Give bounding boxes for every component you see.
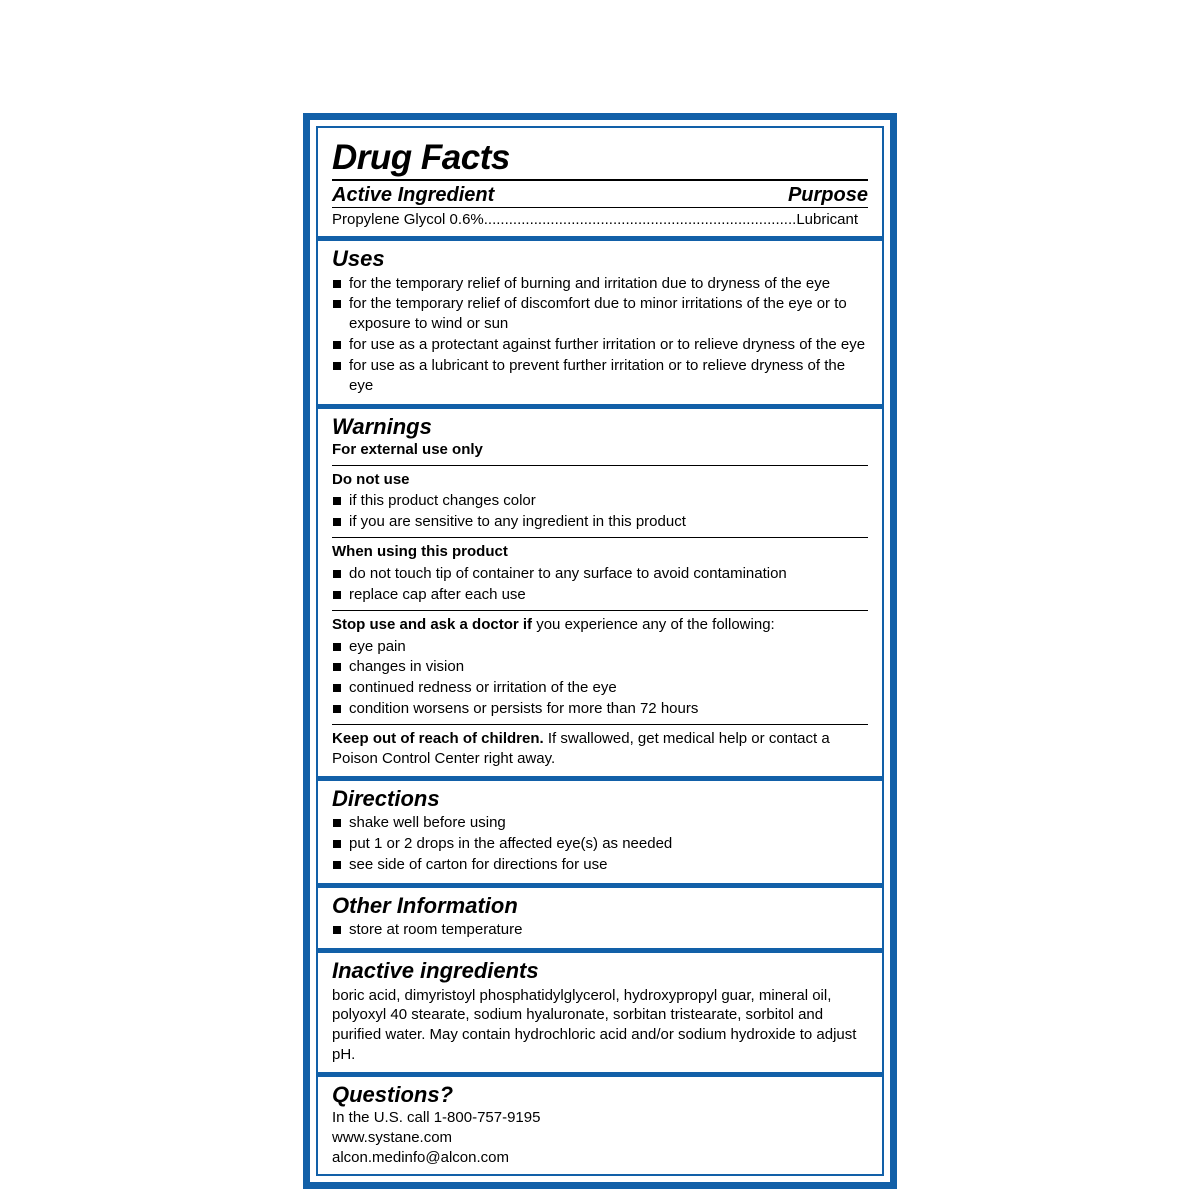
section-uses — [318, 241, 882, 409]
list-item: for use as a lubricant to prevent further irritation or to relieve dryness of the eye — [332, 356, 868, 396]
warnings-divider-3 — [332, 610, 868, 611]
drug-facts-inner-border — [316, 126, 884, 1176]
list-item: replace cap after each use — [332, 585, 868, 605]
stop-use-heading: Stop use and ask a doctor if — [332, 615, 533, 633]
directions-list — [332, 813, 868, 875]
active-ingredient-row — [332, 208, 868, 230]
active-ingredient-name: Propylene Glycol 0.6% — [332, 210, 484, 228]
directions-heading: Directions — [332, 785, 440, 811]
list-item: if this product changes color — [332, 491, 868, 511]
other-information-list — [332, 920, 868, 940]
when-using-heading: When using this product — [332, 543, 508, 561]
active-ingredient-heading: Active Ingredient — [332, 183, 495, 206]
list-item: do not touch tip of container to any surface to avoid contamination — [332, 564, 868, 584]
list-item: for the temporary relief of discomfort due to minor irritations of the eye or to exposure to wind or sun — [332, 294, 868, 334]
keep-out-of-reach-row — [332, 729, 868, 769]
other-information-heading: Other Information — [332, 892, 518, 918]
list-item: continued redness or irritation of the eye — [332, 678, 868, 698]
purpose-heading: Purpose — [787, 183, 868, 206]
stop-use-heading-rest: you experience any of the following: — [532, 615, 775, 633]
warnings-divider-2 — [332, 537, 868, 538]
questions-website: www.systane.com — [332, 1128, 453, 1146]
inactive-ingredients-text: boric acid, dimyristoyl phosphatidylglycerol, hydroxypropyl guar, mineral oil, polyoxyl 40 stearate, sodium hyaluronate, sorbitan tristearate, sorbitol and purified water. May contain hydrochloric acid and/or sodium hydroxide to adjust pH. — [332, 986, 857, 1063]
section-warnings — [318, 409, 882, 781]
do-not-use-heading: Do not use — [332, 470, 410, 488]
questions-heading: Questions? — [332, 1081, 454, 1107]
section-active-ingredient — [318, 128, 882, 241]
do-not-use-list — [332, 491, 868, 532]
stop-use-list — [332, 637, 868, 720]
section-directions — [318, 781, 882, 888]
list-item: eye pain — [332, 637, 868, 657]
questions-phone: In the U.S. call 1-800-757-9195 — [332, 1108, 541, 1126]
warnings-external-use: For external use only — [332, 441, 483, 459]
list-item: see side of carton for directions for use — [332, 855, 868, 875]
keep-out-of-reach-text: If swallowed, get medical help or contact a Poison Control Center right away. — [332, 730, 830, 768]
uses-heading: Uses — [332, 246, 385, 272]
list-item: store at room temperature — [332, 920, 868, 940]
list-item: shake well before using — [332, 813, 868, 833]
page-title: Drug Facts — [332, 133, 868, 181]
stop-use-heading-row — [332, 615, 868, 635]
list-item: put 1 or 2 drops in the affected eye(s) as needed — [332, 834, 868, 854]
active-ingredient-purpose: Lubricant — [796, 210, 859, 228]
when-using-list — [332, 564, 868, 605]
list-item: if you are sensitive to any ingredient in this product — [332, 512, 868, 532]
list-item: changes in vision — [332, 657, 868, 677]
active-ingredient-dots: ........................................................................... — [483, 210, 797, 228]
drug-facts-panel — [303, 113, 897, 1189]
inactive-ingredients-heading: Inactive ingredients — [332, 958, 539, 984]
list-item: condition worsens or persists for more than 72 hours — [332, 699, 868, 719]
warnings-divider-4 — [332, 724, 868, 725]
active-ingredient-headings — [332, 181, 868, 207]
list-item: for use as a protectant against further irritation or to relieve dryness of the eye — [332, 335, 868, 355]
list-item: for the temporary relief of burning and irritation due to dryness of the eye — [332, 274, 868, 294]
questions-email: alcon.medinfo@alcon.com — [332, 1148, 509, 1166]
warnings-heading: Warnings — [332, 414, 432, 440]
keep-out-of-reach-heading: Keep out of reach of children. — [332, 730, 544, 748]
uses-list — [332, 274, 868, 397]
section-other-information — [318, 888, 882, 953]
section-questions — [318, 1077, 882, 1175]
warnings-divider-1 — [332, 465, 868, 466]
section-inactive-ingredients — [318, 953, 882, 1076]
